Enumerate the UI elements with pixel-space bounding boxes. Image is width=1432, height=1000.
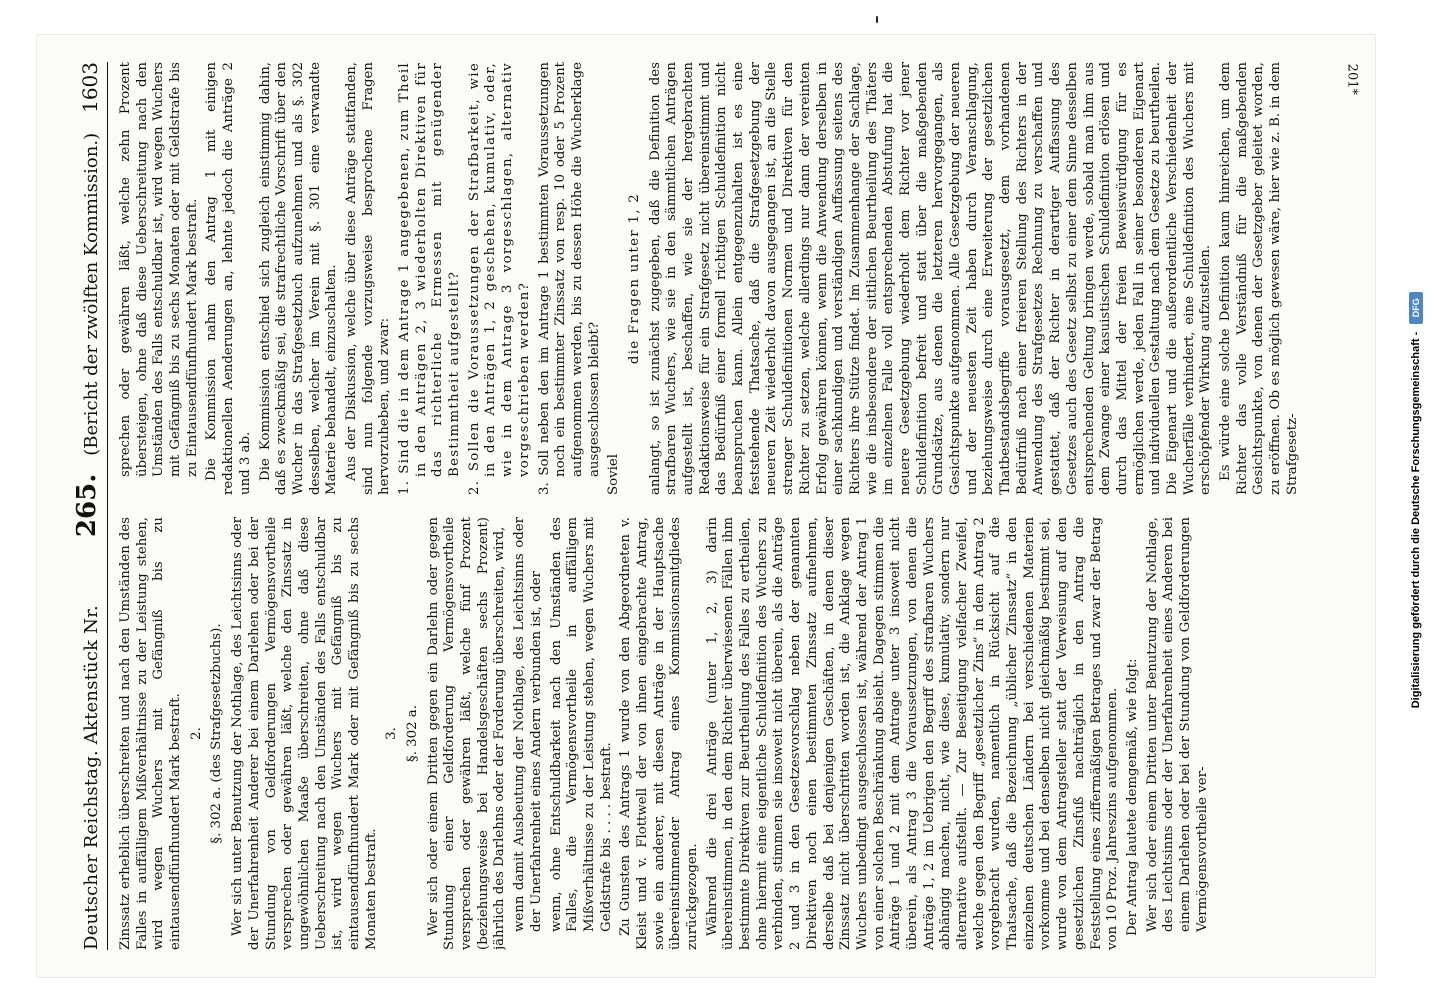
paragraph: Zinssatz erheblich überschreiten und nach den Umständen des Falles in auffälligem Mißverhältnisse zu der Leistung stehen, wird wegen Wuchers mit Gefängniß bis zu eintausendfünfhundert Mark bestraft. [118,517,184,950]
header-right [78,62,102,456]
paragraph: sprechen oder gewähren läßt, welche zehn Prozent übersteigen, ohne daß diese Ueberschreitung nach den Umständen des Falls entschuldbar ist, wird wegen Wuchers mit Gefängniß bis zu sechs Monaten oder mit Geldstrafe bis zu Eintausendfünfhundert Mark bestraft. [118,62,200,477]
scan-speck [876,16,878,23]
header-document-number [72,474,102,541]
funding-watermark [1404,18,1428,982]
watermark-text: Digitalisierung gefördert durch die Deutsche Forschungsgemeinschaft - [1410,331,1422,709]
question-item: 2. Sollen die Voraussetzungen der Strafbarkeit, wie in den Anträgen 1, 2 geschehen, kumulativ, oder, wie in dem Antrage 3 vorgeschlagen, alternativ vorgeschrieben werden? [466,62,532,495]
section-heading: §. 302 a. [405,705,420,762]
paragraph: Die Kommission nahm den Antrag 1 mit einigen redaktionellen Aenderungen an, lehnte jedoch die Anträge 2 und 3 ab. [204,62,253,495]
paragraph: Zu Gunsten des Antrags 1 wurde von den Abgeordneten v. Kleist und v. Flottwell der von ihnen eingebrachte Antrag, sowie ein anderer, mit diesen Anträge in der Hauptsache übereinstimmender Antrag eines Kommissionsmitgliedes zurückgezogen. [618,517,700,950]
indented-clause: wenn damit Ausbeutung der Nothlage, des Leichtsinns oder der Unerfahrenheit eines Andern verbunden ist, oder [512,517,544,932]
paragraph: Während die drei Anträge (unter 1, 2, 3) darin übereinstimmen, in den dem Richter überwiesenen Fällen ihm bestimmte Direktiven zur Beurtheilung des Falles zu ertheilen, ohne hiermit eine eigentliche Schuldefinition des Wuchers zu verbinden, stimmen sie insoweit nicht überein, als die Anträge 2 und 3 in den Gesetzesvorschlag neben der genannten Direktiven noch einen bestimmten Zinssatz aufnehmen, derselbe daß bei denjenigen Geschäften, in denen dieser Zinssatz nicht überschritten worden ist, die Anklage wegen Wuchers unbedingt ausgeschlossen ist, während der Antrag 1 von einer solchen Beschränkung absieht. Dagegen stimmen die Anträge 1 und 2 mit dem Antrage unter 3 insoweit nicht überein, als Antrag 3 die Voraussetzungen, von denen die Anträge 1, 2 im Uebrigen den Begriff des strafbaren Wuchers abhängig machen, nicht, wie diese, kumulativ, sondern nur alternative aufstellt. — Zur Beseitigung vielfacher Zweifel, welche gegen den Begriff „gesetzlicher Zins“ in dem Antrag 2 vorgebracht wurden, namentlich in Rücksicht auf die Thatsache, daß die Bezeichnung „üblicher Zinssatz“ in den einzelnen deutschen Ländern bei verschiedenen Materien vorkomme und bei denselben nicht gleichmäßig bestimmt sei, wurde von dem Antragsteller statt der Verweisung auf den gesetzlichen Zinsfuß nachträglich in den Antrag die Feststellung eines ziffermäßigen Betrages und zwar der Betrag von 10 Proz. Jahreszins aufgenommen. [704,517,1121,950]
text-columns [118,62,1363,950]
scanned-page [36,34,1376,978]
section-number: 3. [384,727,400,740]
paragraph: Es würde eine solche Definition kaum hinreichen, um dem Richter das volle Verständniß für die maßgebenden Gesichtspunkte, von denen der Gesetzgeber geleitet worden, zu eröffnen. Ob es möglich gewesen wäre, hier wie z. B. in dem Strafgesetz- [1218,62,1300,495]
header-number: 265. [72,473,102,538]
page-number: 1603 [78,62,102,113]
section-heading: §. 302 a. (des Strafgesetzbuchs). [209,623,225,844]
paragraph: Wer sich unter Benutzung der Nothlage, des Leichtsinns oder der Unerfahrenheit Anderer bei einem Darlehen oder bei der Stundung von Geldforderungen Vermögensvortheile versprechen oder gewähren läßt, welche den Zinssatz in ungewöhnlichen Maaße überschreiten, ohne daß diese Ueberschreitung nach den Umständen des Falls entschuldbar ist, wird wegen Wuchers mit Gefängniß bis zu eintausendfünfhundert Mark oder mit Gefängniß bis zu sechs Monaten bestraft. [230,517,379,950]
right-column [118,62,1363,495]
dfg-logo: DFG [1409,292,1423,324]
page-body [36,34,1376,978]
paragraph: Der Antrag lautete demgemäß, wie folgt: [1124,658,1140,936]
header-publication: Deutscher Reichstag. Aktenstück Nr. [81,605,102,950]
paragraph: anlangt, so ist zunächst zugegeben, daß die Definition des strafbaren Wuchers, wie sie in den sämmtlichen Anträgen aufgestellt ist, beschaffen, wie sie der hergebrachten Redaktionsweise für ein Strafgesetz nicht übereinstimmt und das Bedürfniß einer formell richtigen Schuldefinition nicht beanspruchen kann. Allein entgegenzuhalten ist es eine feststehende Thatsache, daß die Strafgesetzgebung der neueren Zeit wiederholt davon ausgegangen ist, an die Stelle strenger Schuldefinitionen Normen und Direktiven für den Richter zu setzen, welche allerdings nur dann der vereinten Erfolg gewähren können, wenn die Anwendung derselben in einer sachkundigen und verständigen Auffassung seitens des Richters ihre Stütze findet. Im Zusammenhange der Sachlage, wie die insbesondere der sittlichen Beurtheilung des Thäters im einzelnen Falle voll entsprechenden Abstufung hat die neuere Gesetzgebung wiederholt dem Richter vor jener Schuldefinition befreit und statt über die maßgebenden Grundsätze, aus denen die letzteren hervorgegangen, als Gesichtspunkte aufgenommen. Alle Gesetzgebung der neueren und der neuesten Zeit haben durch Veranschlagung, beziehungsweise durch eine Erweiterung der gesetzlichen Thatbestandsbegriffe vorausgesetzt, dem vorhandenen Bedürfniß nach einer freieren Stellung des Richters in der Anwendung des Strafgesetzes Rechnung zu verschaffen und gestattet, daß der Richter in derartiger Auffassung des Gesetzes auch des Gesetz selbst zu einer dem Sinne desselben entsprechenden Geltung bringen werde, sobald man ihm aus dem Zwange einer kasuistischen Schuldefinition erlösen und durch das Mittel der freien Beweiswürdigung für es ermöglichen werde, jeden Fall in seiner besonderen Eigenart und individuellen Gestaltung nach dem Gesetze zu beurtheilen. Die Eigenart und die außerordentliche Verschiedenheit der Wucherfälle verhindert, eine Schuldefinition des Wuchers mit erschöpfender Wirkung aufzustellen. [647,62,1214,495]
paragraph: Wer sich oder einem Dritten gegen ein Darlehn oder gegen Stundung einer Geldforderung Vermögensvortheile versprechen oder gewähren läßt, welche fünf Prozent (beziehungsweise bei Handelsgeschäften sechs Prozent) jährlich des Darlehns oder der Forderung überschreiten, wird, [425,517,508,950]
indented-clause: wenn, ohne Entschuldbarkeit nach den Umständen des Falles, die Vermögensvortheile in auffälligem Mißverhältnisse zu der Leistung stehen, wegen Wuchers mit Geldstrafe bis . . . . bestraft. [548,517,614,932]
question-item: 3. Soll neben den im Antrage 1 bestimmten Voraussetzungen noch ein bestimmter Zinssatz von resp. 10 oder 5 Prozent aufgenommen werden, bis zu dessen Höhe die Wucherklage ausgeschlossen bleibt? [536,62,602,495]
watermark-inner [1404,18,1428,982]
running-header [72,62,108,950]
paragraph-lead: Soviel [606,453,622,495]
paragraph: Die Kommission entschied sich zugleich einstimmig dahin, daß es zweckmäßig sei, die strafrechtliche Vorschrift über den Wucher in das Strafgesetzbuch aufzunehmen und als §. 302 desselben, welcher im Verein mit §. 301 eine verwandte Materie behandelt, einzuschalten. [257,62,340,495]
rotated-page-content [36,34,1376,978]
signature-mark: 201* [1344,64,1359,96]
header-report-title: (Bericht der zwölften Kommission.) [81,132,102,456]
indented-clause: Wer sich oder einem Dritten unter Benutzung der Nothlage, des Leichtsinns oder der Unerfahrenheit eines Anderen bei einem Darlehen oder bei der Stundung von Geldforderungen Vermögensvortheile ver- [1144,517,1210,932]
section-number: 2. [188,727,204,740]
subheading: die Fragen unter 1, 2 [626,192,642,365]
left-column [118,517,1363,950]
paragraph: Aus der Diskussion, welche über diese Anträge stattfanden, sind nun folgende vorzugsweise besprochene Fragen hervorzuheben, und zwar: [343,62,393,495]
question-item: 1. Sind die in dem Antrage 1 angegebenen, zum Theil in den Anträgen 2, 3 wiederholten Direktiven für das richterliche Ermessen mit genügender Bestimmtheit aufgestellt? [397,62,463,495]
